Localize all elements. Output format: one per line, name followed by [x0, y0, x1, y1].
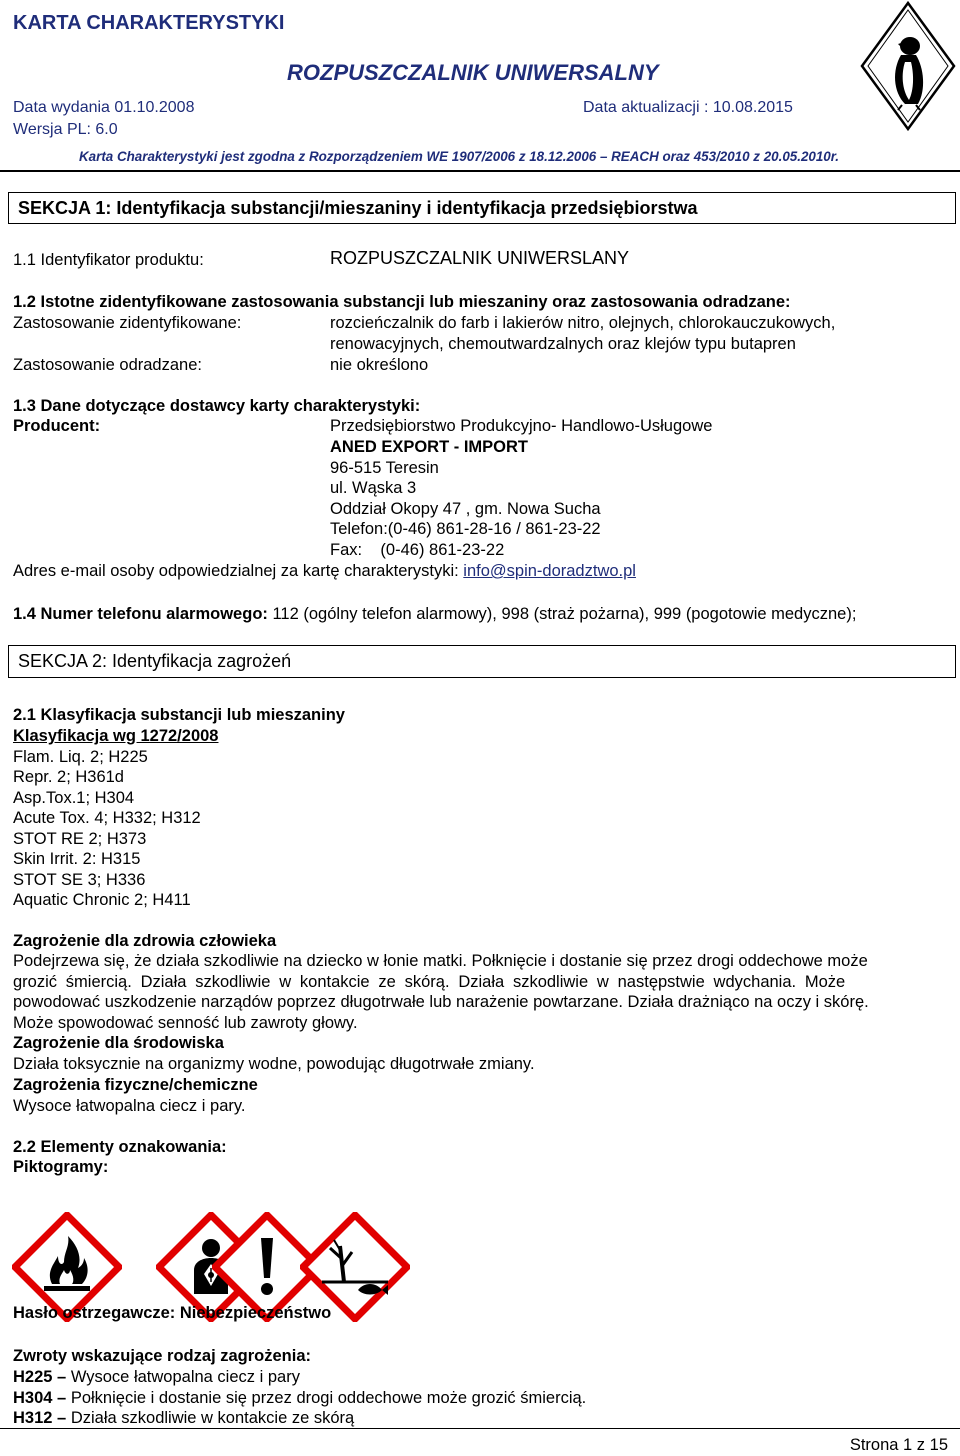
supplier-title: 1.3 Dane dotyczące dostawcy karty charakterystyki: [13, 397, 421, 415]
issue-date: Data wydania 01.10.2008 [13, 99, 195, 116]
producer-line: ul. Wąska 3 [330, 479, 417, 497]
hazard-statement [13, 1367, 300, 1388]
health-hazard-line: grozić śmiercią. Działa szkodliwie w kontakcie ze skórą. Działa szkodliwie w następstwie wdychania. Może [13, 973, 846, 991]
classification-item: Aquatic Chronic 2; H411 [13, 891, 191, 909]
health-hazard-line: Może spowodować senność lub zawroty głowy. [13, 1014, 358, 1032]
classification-regulation-title: Klasyfikacja wg 1272/2008 [13, 727, 219, 745]
section-2-title: SEKCJA 2: Identyfikacja zagrożeń [8, 645, 956, 678]
hazard-code: H312 [13, 1409, 53, 1427]
uses-title: 1.2 Istotne zidentyfikowane zastosowania substancji lub mieszaniny oraz zastosowania odradzane: [13, 293, 791, 311]
physical-hazard-text: Wysoce łatwopalna ciecz i pary. [13, 1097, 246, 1115]
pictograms-title: Piktogramy: [13, 1158, 109, 1176]
producer-label: Producent: [13, 417, 101, 435]
producer-line: Fax: (0-46) 861-23-22 [330, 541, 505, 559]
update-date: Data aktualizacji : 10.08.2015 [583, 99, 793, 116]
environment-hazard-text: Działa toksycznie na organizmy wodne, powodując długotrwałe zmiany. [13, 1055, 535, 1073]
email-row [13, 561, 636, 582]
hazard-statement [13, 1408, 354, 1429]
classification-section-title: 2.1 Klasyfikacja substancji lub mieszaniny [13, 706, 345, 724]
advised-against-value: nie określono [330, 356, 429, 374]
producer-line: 96-515 Teresin [330, 459, 439, 477]
identified-use-line-1: rozcieńczalnik do farb i lakierów nitro, olejnych, chlorokauczukowych, [330, 314, 836, 332]
health-hazard-title: Zagrożenie dla zdrowia człowieka [13, 932, 277, 950]
hazard-statements-title: Zwroty wskazujące rodzaj zagrożenia: [13, 1347, 311, 1365]
company-logo [858, 0, 958, 134]
classification-item: Repr. 2; H361d [13, 768, 124, 786]
emergency-phone-value: 112 (ogólny telefon alarmowy), 998 (straż pożarna), 999 (pogotowie medyczne); [272, 605, 857, 623]
label-elements-title: 2.2 Elementy oznakowania: [13, 1138, 227, 1156]
header-divider [0, 170, 960, 172]
hazard-text: Połknięcie i dostanie się przez drogi oddechowe może grozić śmiercią. [70, 1389, 587, 1407]
health-hazard-line: powodować uszkodzenie narządów poprzez długotrwałe lub narażenie powtarzane. Działa drażniąco na oczy i skórę. [13, 993, 869, 1011]
product-name-header: ROZPUSZCZALNIK UNIWERSALNY [287, 60, 659, 85]
classification-item: STOT RE 2; H373 [13, 830, 147, 848]
identified-use-line-2: renowacyjnych, chemoutwardzalnych oraz klejów typu butapren [330, 335, 796, 353]
email-label: Adres e-mail osoby odpowiedzialnej za kartę charakterystyki: [13, 562, 459, 580]
compliance-note: Karta Charakterystyki jest zgodna z Rozporządzeniem WE 1907/2006 z 18.12.2006 – REACH oraz 453/2010 z 20.05.2010r. [79, 149, 839, 164]
producer-line: Przedsiębiorstwo Produkcyjno- Handlowo-Usługowe [330, 417, 713, 435]
footer-divider [0, 1428, 960, 1429]
document-type-title: KARTA CHARAKTERYSTYKI [13, 12, 285, 34]
environment-hazard-title: Zagrożenie dla środowiska [13, 1034, 224, 1052]
classification-item: Acute Tox. 4; H332; H312 [13, 809, 201, 827]
identified-use-label: Zastosowanie zidentyfikowane: [13, 314, 242, 332]
hazard-text: Działa szkodliwie w kontakcie ze skórą [70, 1409, 355, 1427]
signal-word: Hasło ostrzegawcze: Niebezpieczeństwo [13, 1304, 332, 1322]
producer-line: ANED EXPORT - IMPORT [330, 438, 529, 456]
page-number: Strona 1 z 15 [849, 1436, 948, 1454]
physical-hazard-title: Zagrożenia fizyczne/chemiczne [13, 1076, 258, 1094]
hazard-statement [13, 1388, 586, 1409]
emergency-phone-label: 1.4 Numer telefonu alarmowego: [13, 605, 268, 623]
product-identifier-label: 1.1 Identyfikator produktu: [13, 251, 204, 269]
emergency-phone-row [13, 604, 856, 625]
hazard-dash: – [57, 1368, 67, 1386]
hazard-code: H225 [13, 1368, 53, 1386]
classification-item: STOT SE 3; H336 [13, 871, 146, 889]
section-1-title: SEKCJA 1: Identyfikacja substancji/mieszaniny i identyfikacja przedsiębiorstwa [8, 192, 956, 224]
advised-against-label: Zastosowanie odradzane: [13, 356, 202, 374]
email-link[interactable]: info@spin-doradztwo.pl [463, 562, 636, 580]
hazard-text: Wysoce łatwopalna ciecz i pary [70, 1368, 300, 1386]
product-identifier-value: ROZPUSZCZALNIK UNIWERSLANY [330, 248, 630, 268]
hazard-dash: – [57, 1389, 67, 1407]
classification-item: Skin Irrit. 2: H315 [13, 850, 141, 868]
hazard-code: H304 [13, 1389, 53, 1407]
version: Wersja PL: 6.0 [13, 121, 118, 138]
classification-item: Flam. Liq. 2; H225 [13, 748, 148, 766]
producer-line: Telefon:(0-46) 861-28-16 / 861-23-22 [330, 520, 601, 538]
producer-line: Oddział Okopy 47 , gm. Nowa Sucha [330, 500, 601, 518]
health-hazard-line: Podejrzewa się, że działa szkodliwie na dziecko w łonie matki. Połknięcie i dostanie się przez drogi oddechowe może [13, 952, 868, 970]
classification-item: Asp.Tox.1; H304 [13, 789, 135, 807]
hazard-dash: – [57, 1409, 67, 1427]
